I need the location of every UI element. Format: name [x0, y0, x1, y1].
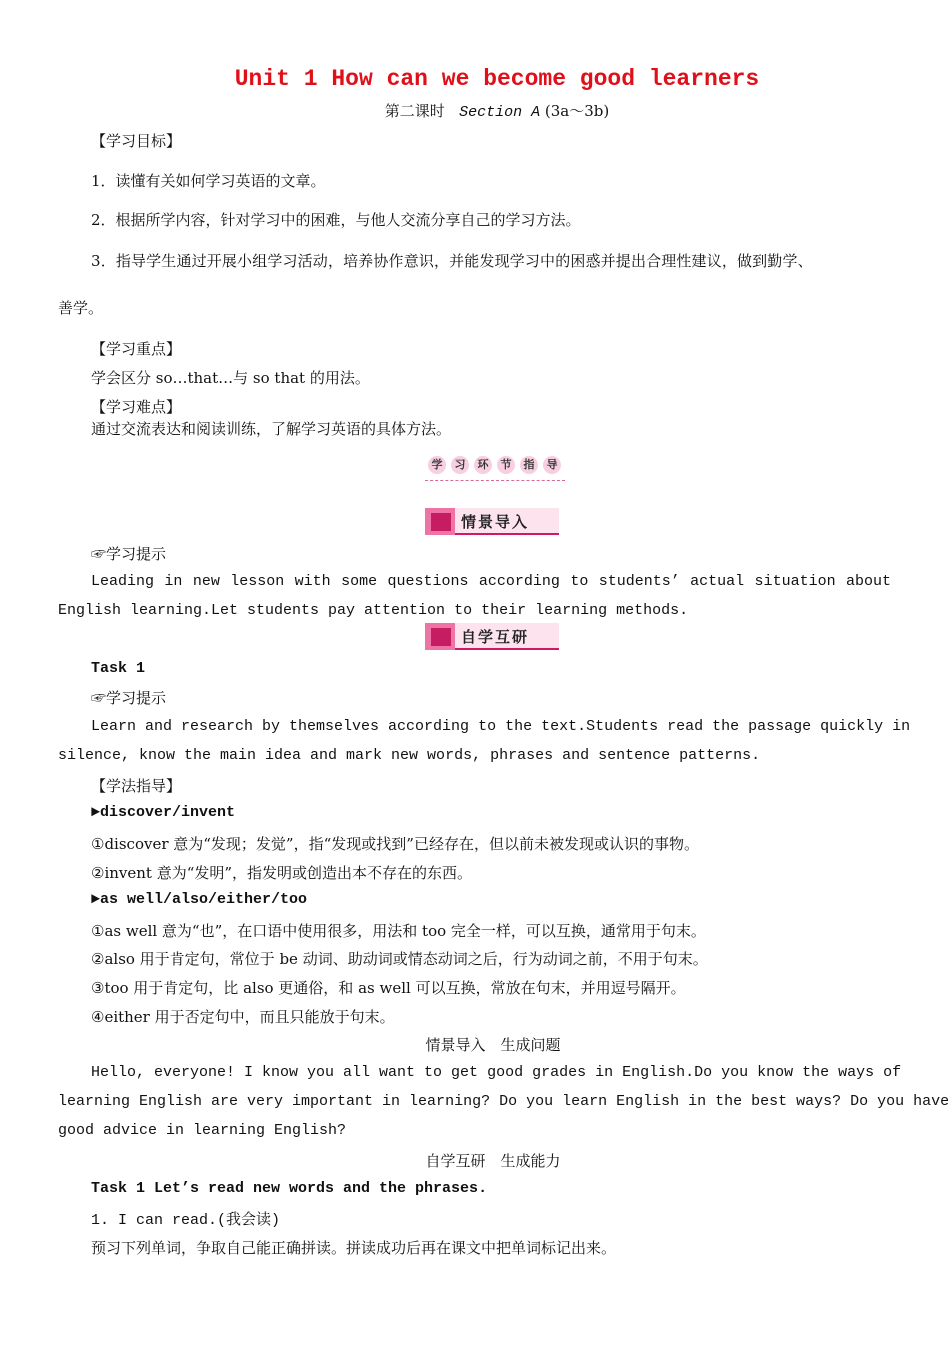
method-item: ②invent 意为“发明”，指发明或创造出本不存在的东西。 — [91, 864, 473, 882]
tip-label: ☞学习提示 — [91, 689, 167, 707]
banner-char: 环 — [474, 456, 492, 474]
lesson-number: 第二课时 — [384, 102, 445, 120]
banner-char: 节 — [497, 456, 515, 474]
task-paragraph-line: Learn and research by themselves according to the text.Students read the passage quickly in — [91, 718, 911, 735]
banner-char: 导 — [543, 456, 561, 474]
banner-char: 学 — [428, 456, 446, 474]
scenario-paragraph-line: good advice in learning English? — [58, 1122, 347, 1139]
objective-item: 2．根据所学内容，针对学习中的困难，与他人交流分享自己的学习方法。 — [91, 211, 581, 229]
section-range: (3a～3b) — [544, 102, 610, 120]
lesson-subtitle — [0, 100, 950, 121]
objectives-heading: 【学习目标】 — [91, 132, 182, 150]
intro-paragraph-line: English learning.Let students pay attention to their learning methods. — [58, 602, 689, 619]
study-guide-banner — [425, 452, 565, 482]
scenario-heading: 情景导入 生成问题 — [425, 1036, 561, 1054]
method-item: ③too 用于肯定句，比 also 更通俗，和 as well 可以互换，常放在句末，并用逗号隔开。 — [91, 979, 686, 997]
self-study-badge — [425, 623, 559, 650]
badge-label: 情景导入 — [461, 513, 530, 531]
banner-char: 习 — [451, 456, 469, 474]
document-title: Unit 1 How can we become good learners — [234, 66, 760, 92]
self-study-item: 1. I can read.(我会读) — [91, 1212, 281, 1229]
method-item: ②also 用于肯定句，常位于 be 动词、助动词或情态动词之后，行为动词之前，不用于句末。 — [91, 950, 708, 968]
section-name: Section A — [459, 104, 541, 121]
key-points-text: 学会区分 so…that…与 so that 的用法。 — [91, 369, 370, 387]
badge-inner-square-icon — [431, 628, 451, 646]
tip-label: ☞学习提示 — [91, 545, 167, 563]
objective-item: 善学。 — [58, 299, 104, 317]
difficulties-text: 通过交流表达和阅读训练，了解学习英语的具体方法。 — [91, 420, 452, 438]
method-topic: ►discover/invent — [91, 804, 236, 821]
method-topic: ►as well/also/either/too — [91, 891, 308, 908]
method-item: ①as well 意为“也”，在口语中使用很多，用法和 too 完全一样，可以互换，通常用于句末。 — [91, 922, 706, 940]
objective-item: 3．指导学生通过开展小组学习活动，培养协作意识，并能发现学习中的困惑并提出合理性建议，做到勤学、 — [91, 252, 813, 270]
scenario-paragraph-line: learning English are very important in learning? Do you learn English in the best ways? Do you have — [58, 1093, 950, 1110]
method-heading: 【学法指导】 — [91, 777, 182, 795]
self-study-item-desc: 预习下列单词，争取自己能正确拼读。拼读成功后再在课文中把单词标记出来。 — [91, 1239, 617, 1257]
banner-underline — [425, 480, 565, 481]
method-item: ④either 用于否定句中，而且只能放于句末。 — [91, 1008, 395, 1026]
key-points-heading: 【学习重点】 — [91, 340, 182, 358]
self-study-task: Task 1 Let’s read new words and the phrases. — [91, 1180, 488, 1197]
badge-label: 自学互研 — [461, 628, 530, 646]
badge-inner-square-icon — [431, 513, 451, 531]
method-item: ①discover 意为“发现；发觉”，指“发现或找到”已经存在，但以前未被发现或认识的事物。 — [91, 835, 699, 853]
difficulties-heading: 【学习难点】 — [91, 398, 182, 416]
scenario-paragraph-line: Hello, everyone! I know you all want to get good grades in English.Do you know the ways of — [91, 1064, 902, 1081]
objective-item: 1．读懂有关如何学习英语的文章。 — [91, 172, 326, 190]
intro-badge — [425, 508, 559, 535]
intro-paragraph-line: Leading in new lesson with some questions according to students’ actual situation about — [91, 573, 891, 590]
banner-char: 指 — [520, 456, 538, 474]
task-paragraph-line: silence, know the main idea and mark new words, phrases and sentence patterns. — [58, 747, 761, 764]
task-label: Task 1 — [91, 660, 146, 677]
self-study-heading: 自学互研 生成能力 — [425, 1152, 561, 1170]
